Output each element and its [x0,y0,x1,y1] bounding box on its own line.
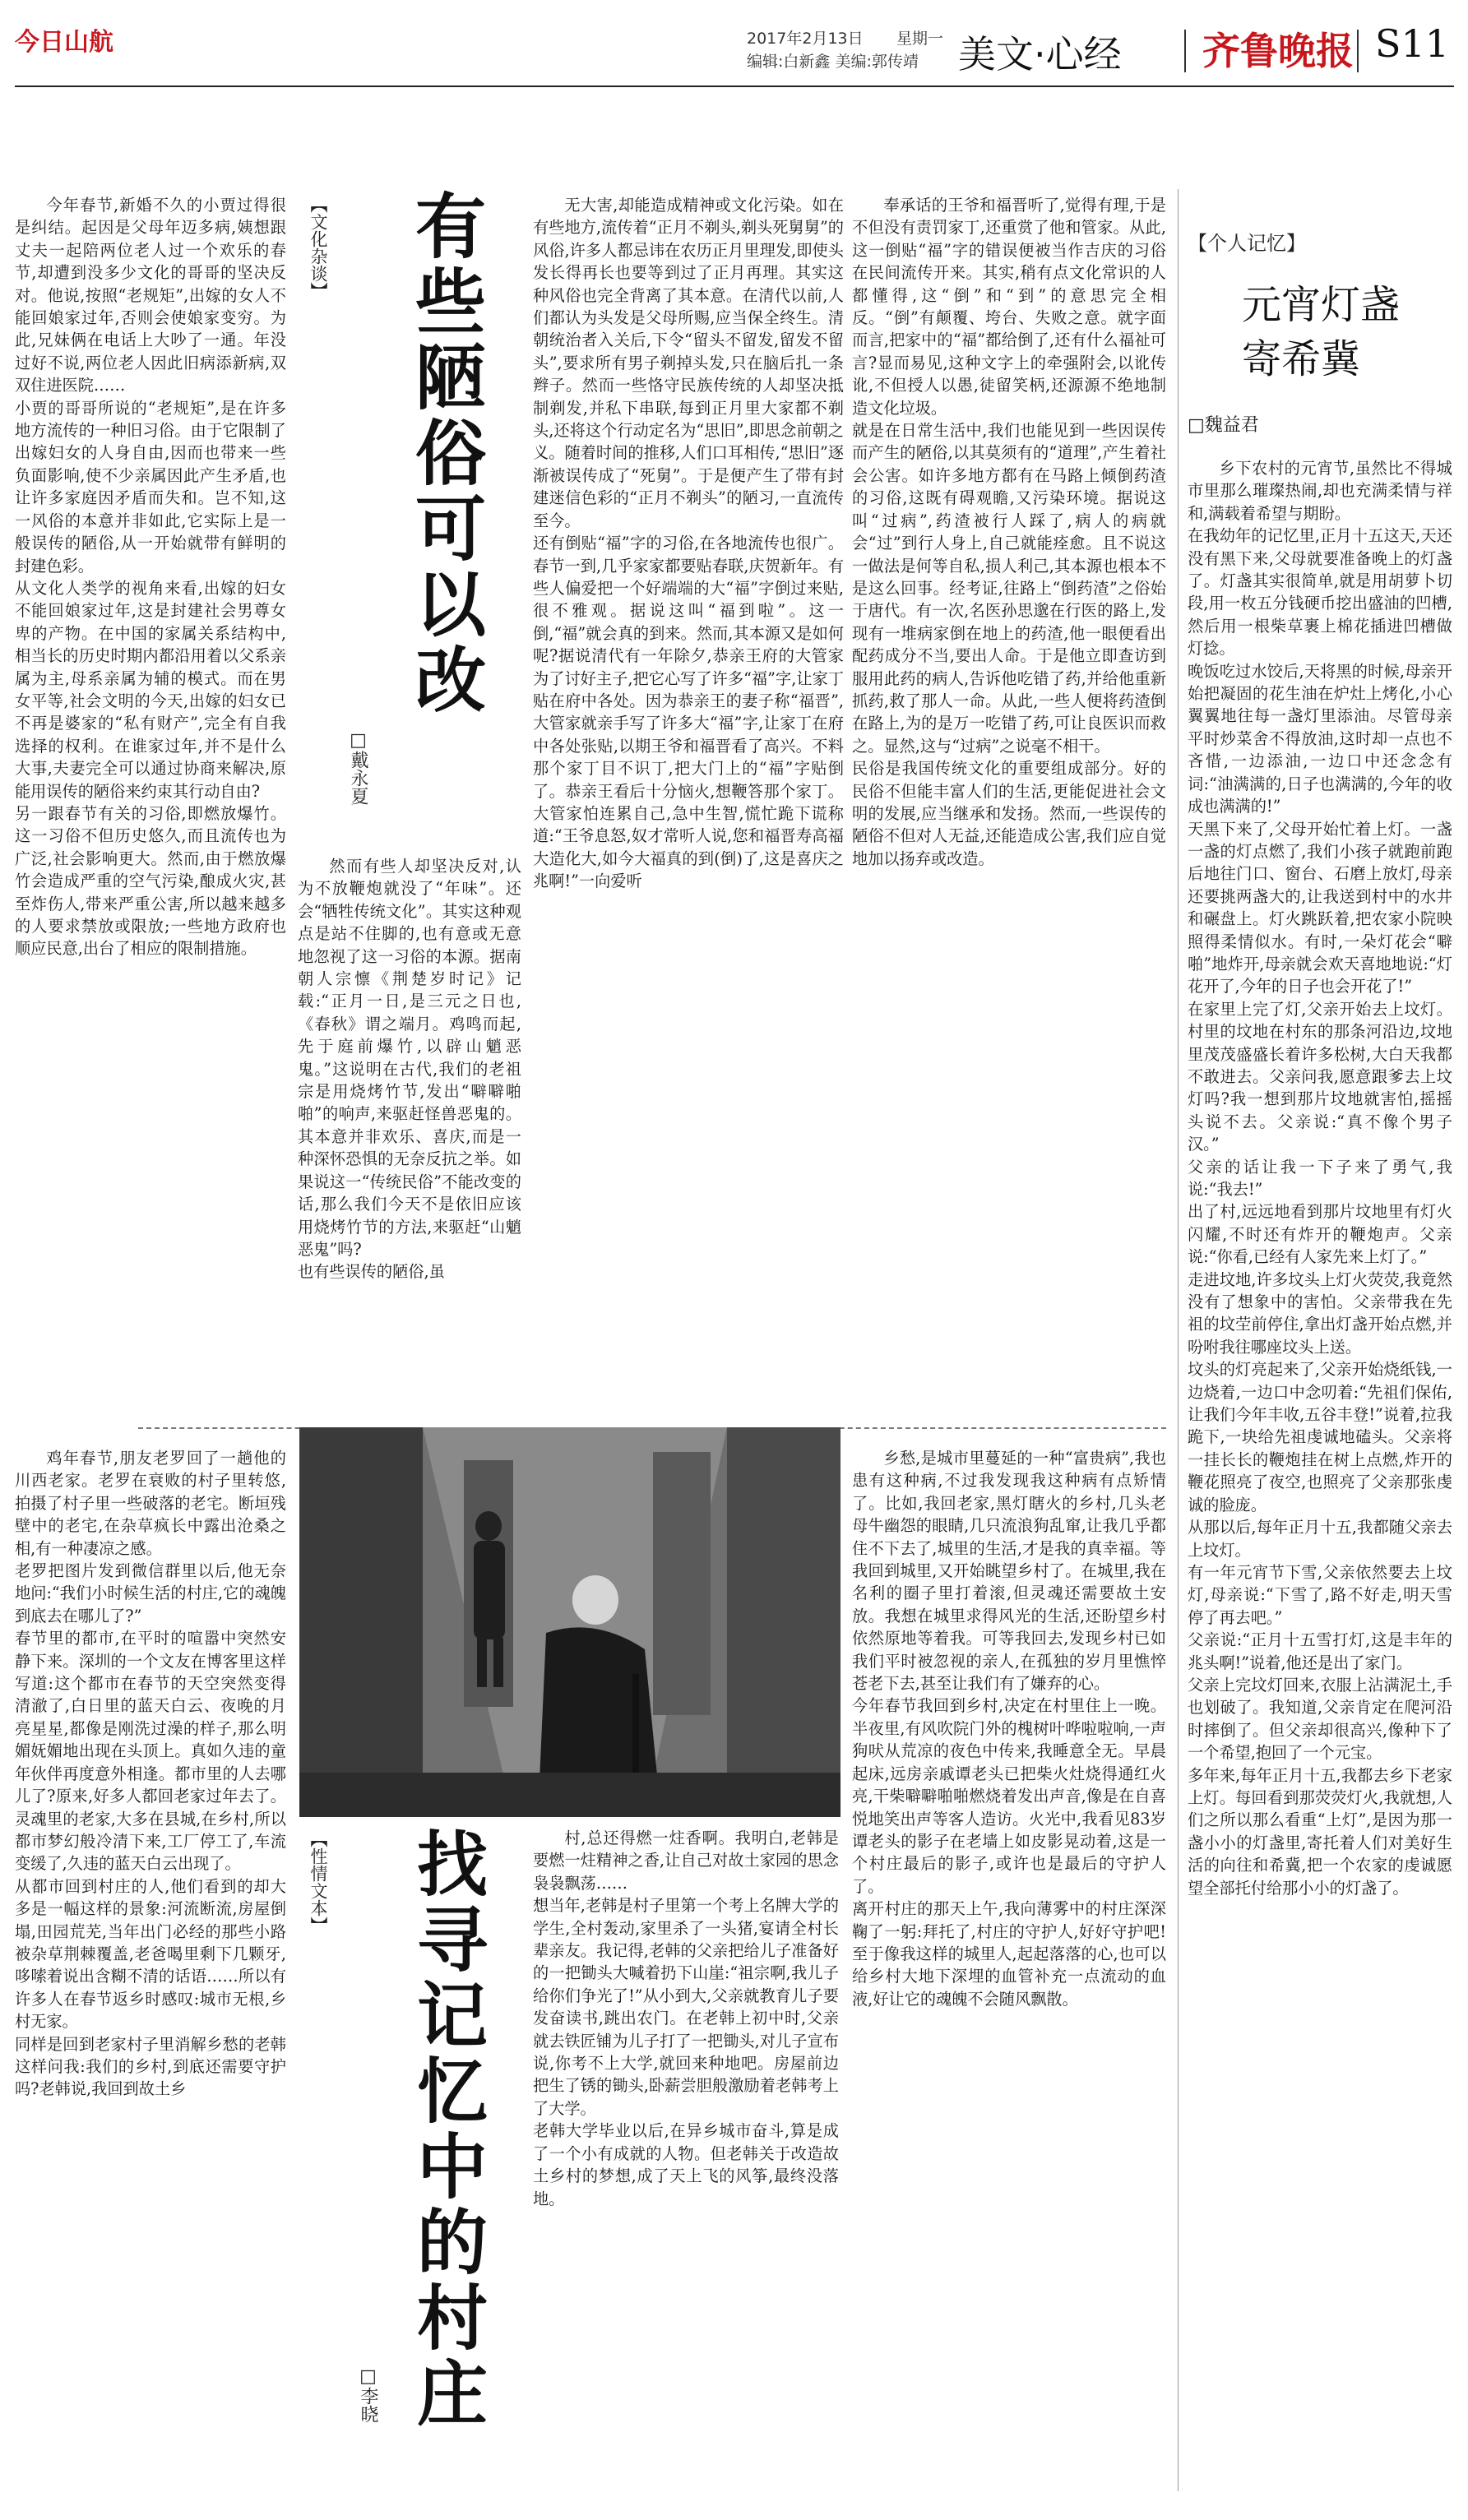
article3-col1-text: 鸡年春节,朋友老罗回了一趟他的川西老家。老罗在衰败的村子里转悠,拍摄了村子里一些破落的老宅。断垣残壁中的老宅,在杂草疯长中露出沧桑之相,有一种凄凉之感。 老罗把图片发到微信群里以后,他无奈地问:“我们小时候生活的村庄,它的魂魄到底去在哪儿了?” 春节里的都市,在平时的喧嚣中突然安静下来。深圳的一个文友在博客里这样写道:这个都市在春节的天空突然变得清澈了,白日里的蓝天白云、夜晚的月亮星星,都像是刚洗过澡的样子,那么明媚妩媚地出现在头顶上。真如久违的童年伙伴再度意外相逢。都市里的人去哪儿了?原来,好多人都回老家过年去了。灵魂里的老家,大多在县城,在乡村,所以都市梦幻般冷清下来,工厂停工了,车流变缓了,久违的蓝天白云出现了。 从都市回到村庄的人,他们看到的却大多是一幅这样的景象:河流断流,房屋倒塌,田园荒芜,当年出门必经的那些小路被杂草荆棘覆盖,老爸喝里剩下几颗牙,哆嗦着说出含糊不清的话语……所以有许多人在春节返乡时感叹:城市无根,乡村无家。 同样是回到老家村子里消解乡愁的老韩这样问我:我们的乡村,到底还需要守护吗?老韩说,我回到故土乡 [15,1449,286,2099]
article2-author: □魏益君 [1188,415,1259,436]
article3-author: □李晓 [358,2366,378,2423]
section-title: 美文·心经 [958,32,1122,76]
page-number: S11 [1375,21,1450,66]
section-left-label: 今日山航 [15,28,113,57]
article2-body-text: 乡下农村的元宵节,虽然比不得城市里那么璀璨热闹,却也充满柔情与祥和,满载着希望与期盼。 在我幼年的记忆里,正月十五这天,天还没有黑下来,父母就要准备晚上的灯盏了。灯盏其实很简单,就是用胡萝卜切段,用一枚五分钱硬币挖出盛油的凹槽,然后用一根柴草裹上棉花插进凹槽做灯捻。 晚饭吃过水饺后,天将黑的时候,母亲开始把凝固的花生油在炉灶上烤化,小心翼翼地往每一盏灯里添油。尽管母亲平时炒菜舍不得放油,这时却一点也不吝惜,一边添油,一边口中还念念有词:“油满满的,日子也满满的,今年的收成也满满的!” 天黑下来了,父母开始忙着上灯。一盏一盏的灯点燃了,我们小孩子就跑前跑后地往门口、窗台、石磨上放灯,母亲还要挑两盏大的,让我送到村中的水井和碾盘上。灯火跳跃着,把农家小院映照得柔情似水。有时,一朵灯花会“噼啪”地炸开,母亲就会欢天喜地地说:“灯花开了,今年的日子也会开花了!” 在家里上完了灯,父亲开始去上坟灯。村里的坟地在村东的那条河沿边,坟地里茂茂盛盛长着许多松树,大白天我都不敢进去。父亲问我,愿意跟爹去上坟灯吗?我一想到那片坟地就害怕,摇摇头说不去。父亲说:“真不像个男子汉。” 父亲的话让我一下子来了勇气,我说:“我去!” 出了村,远远地看到那片坟地里有灯火闪耀,不时还有炸开的鞭炮声。父亲说:“你看,已经有人家先来上灯了。” 走进坟地,许多坟头上灯火荧荧,我竟然没有了想象中的害怕。父亲带我在先祖的坟茔前停住,拿出灯盏开始点燃,并吩咐我往哪座坟头上送。 坟头的灯亮起来了,父亲开始烧纸钱,一边烧着,一边口中念叨着:“先祖们保佑,让我们今年丰收,五谷丰登!”说着,拉我跪下,一块给先祖虔诚地磕头。父亲将一挂长长的鞭炮挂在树上点燃,炸开的鞭花照亮了夜空,也照亮了父亲那张虔诚的脸庞。 从那以后,每年正月十五,我都随父亲去上坟灯。 有一年元宵节下雪,父亲依然要去上坟灯,母亲说:“下雪了,路不好走,明天雪停了再去吧。” 父亲说:“正月十五雪打灯,这是丰年的兆头啊!”说着,他还是出了家门。 父亲上完坟灯回来,衣服上沾满泥土,手也划破了。我知道,父亲肯定在爬河沿时摔倒了。但父亲却很高兴,像种下了一个希望,抱回了一个元宝。 多年来,每年正月十五,我都去乡下老家上灯。每回看到那荧荧灯火,我就想,人们之所以那么看重“上灯”,是因为那一盏小小的灯盏里,寄托着人们对美好生活的向往和希冀,把一个农家的虔诚愿望全部托付给那小小的灯盏了。 [1188,459,1452,1898]
article3-tag: 【性情文本】 [308,1830,328,1934]
article1-col3-text: 奉承话的王爷和福晋听了,觉得有理,于是不但没有责罚家丁,还重赏了他和管家。从此,这一倒贴“福”字的错误便被当作吉庆的习俗在民间流传开来。其实,稍有点文化常识的人都懂得,这“倒”和“到”的意思完全相反。“倒”有颠覆、垮台、失败之意。就字面而言,把家中的“福”都给倒了,还有什么福祉可言?显而易见,这种文字上的牵强附会,以讹传讹,不但授人以愚,徒留笑柄,还源源不绝地制造文化垃圾。 就是在日常生活中,我们也能见到一些因误传而产生的陋俗,以其莫须有的“道理”,产生着社会公害。如许多地方都有在马路上倾倒药渣的习俗,这既有碍观瞻,又污染环境。据说这叫“过病”,药渣被行人踩了,病人的病就会“过”到行人身上,自己就能痊愈。且不说这一做法是何等自私,损人利己,其本源也根本不是这么回事。经考证,往路上“倒药渣”之俗始于唐代。有一次,名医孙思邈在行医的路上,发现有一堆病家倒在地上的药渣,他一眼便看出配药成分不当,要出人命。于是他立即查访到服用此药的病人,告诉他吃错了药,并给他重新抓药,救了那人一命。从此,一些人便将药渣倒在路上,为的是万一吃错了药,可让良医识而救之。显然,这与“过病”之说毫不相干。 民俗是我国传统文化的重要组成部分。好的民俗不但能丰富人们的生活,更能促进社会文明的发展,应当继承和发扬。然而,一些误传的陋俗不但对人无益,还能造成公害,我们应自觉地加以扬弃或改造。 [852,196,1166,868]
article2-title-line2: 寄希冀 [1242,336,1361,382]
article2-tag: 【个人记忆】 [1188,232,1306,255]
article3-col3 [852,1447,1166,2499]
issue-date: 2017年2月13日 [747,30,864,48]
article1-col2b [298,855,521,1419]
article1-title: 有些陋俗可以改 [403,189,485,719]
editor-credits: 编辑:白新鑫 美编:郭传靖 [747,53,919,71]
article3-col1 [15,1447,286,2499]
article1-col1 [15,194,286,1419]
article1-col2-text: 无大害,却能造成精神或文化污染。如在有些地方,流传着“正月不剃头,剃头死舅舅”的风俗,许多人都忌讳在农历正月里理发,即使头发长得再长也要等到过了正月再理。其实这种风俗也完全背离了其本意。在清代以前,人们都认为头发是父母所赐,应当保全终生。清朝统治者入关后,下令“留头不留发,留发不留头”,要求所有男子剃掉头发,只在脑后扎一条辫子。然而一些恪守民族传统的人却坚决抵制剃发,并私下串联,每到正月里大家都不剃头,还将这个行动定名为“思旧”,即思念前朝之义。随着时间的推移,人们口耳相传,“思旧”逐渐被误传成了“死舅”。于是便产生了带有封建迷信色彩的“正月不剃头”的陋习,一直流传至今。 还有倒贴“福”字的习俗,在各地流传也很广。春节一到,几乎家家都要贴春联,庆贺新年。有些人偏爱把一个好端端的大“福”字倒过来贴,很不雅观。据说这叫“福到啦”。这一倒,“福”就会真的到来。然而,其本源又是如何呢?据说清代有一年除夕,恭亲王府的大管家为了讨好主子,把它心写了许多“福”字,让家丁贴在府中各处。因为恭亲王的妻子称“福晋”,大管家就亲手写了许多大“福”字,让家丁在府中各处张贴,以期王爷和福晋看了高兴。不料那个家丁目不识丁,把大门上的“福”字贴倒了。恭亲王看后十分恼火,想鞭答那个家丁。大管家怕连累自己,急中生智,慌忙跪下谎称道:“王爷息怒,奴才常听人说,您和福晋寿高福大造化大,如今大福真的到(倒)了,这是喜庆之兆啊!”一向爱听 [533,196,844,891]
article3-photo [299,1427,841,1817]
article1-col1-text: 今年春节,新婚不久的小贾过得很是纠结。起因是父母年迈多病,姨想跟丈夫一起陪两位老人过一个欢乐的春节,却遭到没多少文化的哥哥的坚决反对。他说,按照“老规矩”,出嫁的女人不能回娘家过年,否则会使娘家变穷。为此,兄妹俩在电话上大吵了一通。年没过好不说,两位老人因此旧病添新病,双双住进医院…… 小贾的哥哥所说的“老规矩”,是在许多地方流传的一种旧习俗。由于它限制了出嫁妇女的人身自由,因而也带来一些负面影响,使不少亲属因此产生矛盾,也让许多家庭因矛盾而失和。岂不知,这一风俗的本意并非如此,它实际上是一般误传的陋俗,从一开始就带有鲜明的封建色彩。 从文化人类学的视角来看,出嫁的妇女不能回娘家过年,这是封建社会男尊女卑的产物。在中国的家属关系结构中,相当长的历史时期内都沿用着以父系亲属为主,母系亲属为辅的模式。而在男女平等,社会文明的今天,出嫁的妇女已不再是婆家的“私有财产”,完全有自我选择的权利。在谁家过年,并不是什么大事,夫妻完全可以通过协商来解决,原能用误传的陋俗来约束其行动自由? 另一跟春节有关的习俗,即燃放爆竹。这一习俗不但历史悠久,而且流传也为广泛,社会影响更大。然而,由于燃放爆竹会造成严重的空气污染,酿成火灾,甚至炸伤人,带来严重公害,所以越来越多的人要求禁放或限放;一些地方政府也顺应民意,出台了相应的限制措施。 [15,196,286,959]
photo-illustration [299,1427,841,1817]
header-rule [15,86,1454,87]
column-divider [1178,189,1179,2491]
paper-logo: 齐鲁晚报 [1202,29,1354,73]
article3-col2 [533,1827,839,2501]
article1-col3 [852,194,1166,1419]
article3-title: 找寻记忆中的村庄 [405,1827,487,2432]
article1-col2 [533,194,844,1411]
article3-col3-text: 乡愁,是城市里蔓延的一种“富贵病”,我也患有这种病,不过我发现我这种病有点矫情了。比如,我回老家,黑灯瞎火的乡村,几头老母牛幽怨的眼睛,几只流浪狗乱窜,让我几乎都住不下去了,城里的生活,才是我的真幸福。等我回到城里,又开始眺望乡村了。在城里,我在名利的圈子里打着滚,但灵魂还需要故土安放。我想在城里求得风光的生活,还盼望乡村依然原地等着我。可等我回去,发现乡村已如我们平时被忽视的亲人,在孤独的岁月里憔悴苍老下去,甚至让我们有了嫌弃的心。 今年春节我回到乡村,决定在村里住上一晚。半夜里,有风吹院门外的槐树叶哗啦啦响,一声狗吠从荒凉的夜色中传来,我睡意全无。早晨起床,远房亲戚谭老头已把柴火灶烧得通红火亮,干柴噼噼啪啪燃烧着发出声音,像是在自喜悦地笑出声等客人造访。火光中,我看见83岁谭老头的影子在老墙上如皮影晃动着,这是一个村庄最后的影子,或许也是最后的守护人了。 离开村庄的那天上午,我向薄雾中的村庄深深鞠了一躬:拜托了,村庄的守护人,好好守护吧!至于像我这样的城里人,起起落落的心,也可以给乡村大地下深埋的血管补充一点流动的血液,好让它的魂魄不会随风飘散。 [852,1449,1166,2009]
article1-col2b-text: 然而有些人却坚决反对,认为不放鞭炮就没了“年味”。还会“牺牲传统文化”。其实这种观点是站不住脚的,也有意或无意地忽视了这一习俗的本源。据南朝人宗懔《荆楚岁时记》记载:“正月一日,是三元之日也,《春秋》谓之端月。鸡鸣而起,先于庭前爆竹,以辟山魈恶鬼。”这说明在古代,我们的老祖宗是用烧烤竹节,发出“噼噼啪啪”的响声,来驱赶怪兽恶鬼的。其本意并非欢乐、喜庆,而是一种深怀恐惧的无奈反抗之举。如果说这一“传统民俗”不能改变的话,那么我们今天不是依旧应该用烧烤竹节的方法,来驱赶“山魈恶鬼”吗? 也有些误传的陋俗,虽 [298,857,521,1282]
article2-title-line1: 元宵灯盏 [1242,282,1401,328]
article1-tag: 【文化杂谈】 [308,196,328,299]
article2-body [1188,457,1452,2471]
issue-weekday: 星期一 [896,30,944,48]
header-divider [1357,30,1359,72]
article3-col2-text: 村,总还得燃一炷香啊。我明白,老韩是要燃一炷精神之香,让自己对故土家园的思念袅袅飘荡…… 想当年,老韩是村子里第一个考上名牌大学的学生,全村轰动,家里杀了一头猪,宴请全村长辈亲友。我记得,老韩的父亲把给儿子准备好的一把锄头大喊着扔下山崖:“祖宗啊,我儿子给你们争光了!”从小到大,父亲就教育儿子要发奋读书,跳出农门。在老韩上初中时,父亲就去铁匠铺为儿子打了一把锄头,对儿子宣布说,你考不上大学,就回来种地吧。房屋前边把生了锈的锄头,卧薪尝胆般激励着老韩考上了大学。 老韩大学毕业以后,在异乡城市奋斗,算是成了一个小有成就的人物。但老韩关于改造故土乡村的梦想,成了天上飞的风筝,最终没落地。 [533,1829,839,2208]
article1-author: □戴永夏 [348,730,368,805]
header-divider [1184,30,1186,72]
